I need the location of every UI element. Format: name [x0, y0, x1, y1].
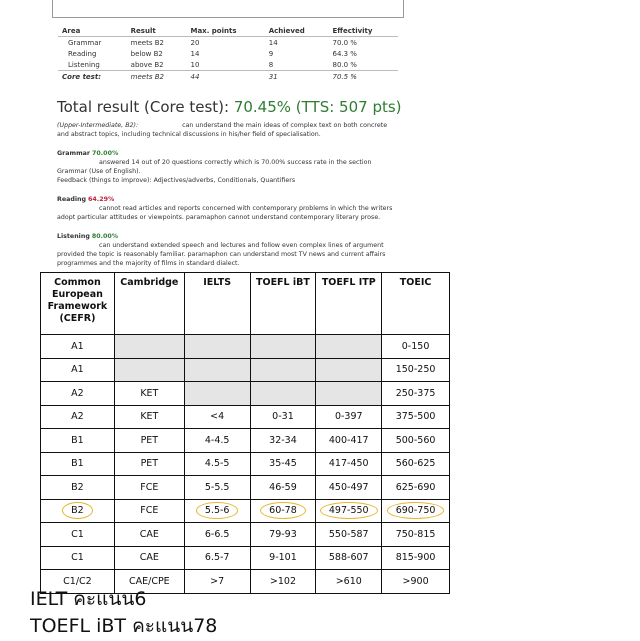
grammar-feedback: Feedback (things to improve): Adjectives/adverbs, Conditionals, Quantifiers [57, 177, 296, 184]
cell-empty [316, 358, 382, 382]
total-result [57, 98, 402, 116]
cell: 31 [268, 72, 278, 81]
cell: 550-587 [316, 523, 382, 547]
cell-empty [184, 382, 250, 406]
listening-line2: provided the topic is reasonably familiar. paramaphon can understand most TV news and current affairs [57, 251, 386, 258]
cell: B2 [41, 476, 115, 500]
cell: 79-93 [250, 523, 316, 547]
listening-pct: 80.00% [91, 233, 119, 240]
cefr-row [41, 382, 450, 406]
cell: 14 [190, 49, 200, 58]
cell: >900 [382, 570, 450, 594]
cell: 0-150 [382, 335, 450, 359]
cell: KET [114, 382, 184, 406]
cell: C1/C2 [41, 570, 115, 594]
circled-value: B2 [62, 502, 93, 519]
circled-value: 5.5-6 [196, 502, 239, 519]
cell: 6-6.5 [184, 523, 250, 547]
cell: 35-45 [250, 452, 316, 476]
cell: <4 [184, 405, 250, 429]
cell: 8 [268, 60, 274, 69]
cell: 10 [190, 60, 200, 69]
circled-value: 690-750 [387, 502, 445, 519]
cell: 750-815 [382, 523, 450, 547]
cell: meets B2 [130, 72, 164, 81]
cefr-row [41, 405, 450, 429]
caption-toefl: TOEFL iBT คะแนน78 [30, 615, 218, 637]
header-box [52, 0, 404, 18]
cell: 5-5.5 [184, 476, 250, 500]
cell: A2 [41, 382, 115, 406]
cell: A1 [41, 358, 115, 382]
cefr-row [41, 452, 450, 476]
results-header-row [58, 25, 398, 37]
cell-empty [184, 358, 250, 382]
col-result: Result [130, 26, 156, 35]
cell [382, 499, 450, 523]
cell: 20 [190, 38, 200, 47]
grammar-title: Grammar [57, 150, 91, 157]
cell: >610 [316, 570, 382, 594]
reading-title: Reading [57, 196, 87, 203]
reading-section [57, 195, 397, 222]
cefr-row [41, 546, 450, 570]
cell-empty [114, 358, 184, 382]
col-ielts: IELTS [184, 273, 250, 335]
results-row [58, 37, 398, 49]
cell: 9 [268, 49, 274, 58]
listening-line1: can understand extended speech and lectures and follow even complex lines of argument [99, 242, 384, 249]
reading-pct: 64.29% [88, 196, 115, 203]
cell: 417-450 [316, 452, 382, 476]
cell: C1 [41, 523, 115, 547]
cell: CAE/CPE [114, 570, 184, 594]
col-toeic: TOEIC [382, 273, 450, 335]
cefr-row [41, 335, 450, 359]
cell: A2 [41, 405, 115, 429]
listening-line3: programmes and the majority of films in standard dialect. [57, 260, 240, 267]
cell: 4-4.5 [184, 429, 250, 453]
cell: Reading [68, 49, 97, 58]
col-toefl-itp: TOEFL ITP [316, 273, 382, 335]
cell: 560-625 [382, 452, 450, 476]
circled-value: 60-78 [260, 502, 306, 519]
cell-empty [250, 382, 316, 406]
caption-ielts: IELT คะแนน6 [30, 588, 147, 610]
cell: CAE [114, 546, 184, 570]
cell: 375-500 [382, 405, 450, 429]
grammar-pct: 70.00% [92, 150, 119, 157]
cell: below B2 [130, 49, 163, 58]
cefr-row [41, 476, 450, 500]
grammar-section [57, 149, 397, 185]
col-cambridge: Cambridge [114, 273, 184, 335]
total-value: 70.45% (TTS: 507 pts) [233, 98, 402, 116]
col-cefr: Common European Framework (CEFR) [41, 273, 115, 335]
cell: C1 [41, 546, 115, 570]
col-area: Area [62, 26, 81, 35]
results-row [58, 48, 398, 59]
results-table [58, 25, 398, 82]
cell-empty [184, 335, 250, 359]
cell: 588-607 [316, 546, 382, 570]
cefr-row [41, 429, 450, 453]
cell: Listening [68, 60, 100, 69]
cell: CAE [114, 523, 184, 547]
cefr-row [41, 358, 450, 382]
cell: 0-397 [316, 405, 382, 429]
listening-title: Listening [57, 233, 90, 240]
cell: 32-34 [250, 429, 316, 453]
grammar-line1: answered 14 out of 20 questions correctly which is 70.00% success rate in the section [99, 159, 372, 166]
cell: 625-690 [382, 476, 450, 500]
cell: 0-31 [250, 405, 316, 429]
cell: 250-375 [382, 382, 450, 406]
cell: KET [114, 405, 184, 429]
cell-empty [114, 335, 184, 359]
cell: 44 [190, 72, 200, 81]
results-row [58, 59, 398, 71]
cell [250, 499, 316, 523]
col-toefl-ibt: TOEFL iBT [250, 273, 316, 335]
cell: B1 [41, 452, 115, 476]
cell: >102 [250, 570, 316, 594]
cell [41, 499, 115, 523]
cell: 815-900 [382, 546, 450, 570]
cell: above B2 [130, 60, 164, 69]
cell: 6.5-7 [184, 546, 250, 570]
cell: 70.0 % [332, 38, 357, 47]
col-max: Max. points [190, 26, 237, 35]
cell: 500-560 [382, 429, 450, 453]
listening-section [57, 232, 397, 268]
cell: B1 [41, 429, 115, 453]
col-achieved: Achieved [268, 26, 305, 35]
level-description [57, 121, 397, 139]
cell: 70.5 % [332, 72, 357, 81]
cell [184, 499, 250, 523]
total-label: Total result (Core test): [57, 98, 234, 116]
level-label: (Upper-Intermediate, B2): [57, 122, 139, 129]
reading-line2: adopt particular attitudes or viewpoints. paramaphon cannot understand contemporary literary prose. [57, 214, 381, 221]
level-text: can understand the main ideas of complex text on both concrete and abstract topics, including technical discussions in his/her field of specialisation. [57, 122, 388, 138]
cell: PET [114, 452, 184, 476]
cell: 450-497 [316, 476, 382, 500]
cefr-header-row [41, 273, 450, 335]
cell: 9-101 [250, 546, 316, 570]
results-core-row [58, 71, 398, 83]
cell: 400-417 [316, 429, 382, 453]
cell: meets B2 [130, 38, 164, 47]
cefr-table [40, 272, 450, 594]
cell: 4.5-5 [184, 452, 250, 476]
cefr-row-highlighted [41, 499, 450, 523]
cell: >7 [184, 570, 250, 594]
cell: A1 [41, 335, 115, 359]
circled-value: 497-550 [320, 502, 378, 519]
grammar-line2: Grammar (Use of English). [57, 168, 141, 175]
cefr-row [41, 523, 450, 547]
cell: 46-59 [250, 476, 316, 500]
cell: FCE [114, 499, 184, 523]
cell-empty [316, 382, 382, 406]
cell: Grammar [68, 38, 102, 47]
cell: FCE [114, 476, 184, 500]
cell: 150-250 [382, 358, 450, 382]
cell: 64.3 % [332, 49, 357, 58]
cell: Core test: [62, 72, 101, 81]
cell-empty [250, 358, 316, 382]
cell [316, 499, 382, 523]
cell: 14 [268, 38, 278, 47]
cell: 80.0 % [332, 60, 357, 69]
col-effectivity: Effectivity [332, 26, 373, 35]
cell-empty [250, 335, 316, 359]
reading-line1: cannot read articles and reports concerned with contemporary problems in which the writers [99, 205, 393, 212]
cell-empty [316, 335, 382, 359]
cell: PET [114, 429, 184, 453]
